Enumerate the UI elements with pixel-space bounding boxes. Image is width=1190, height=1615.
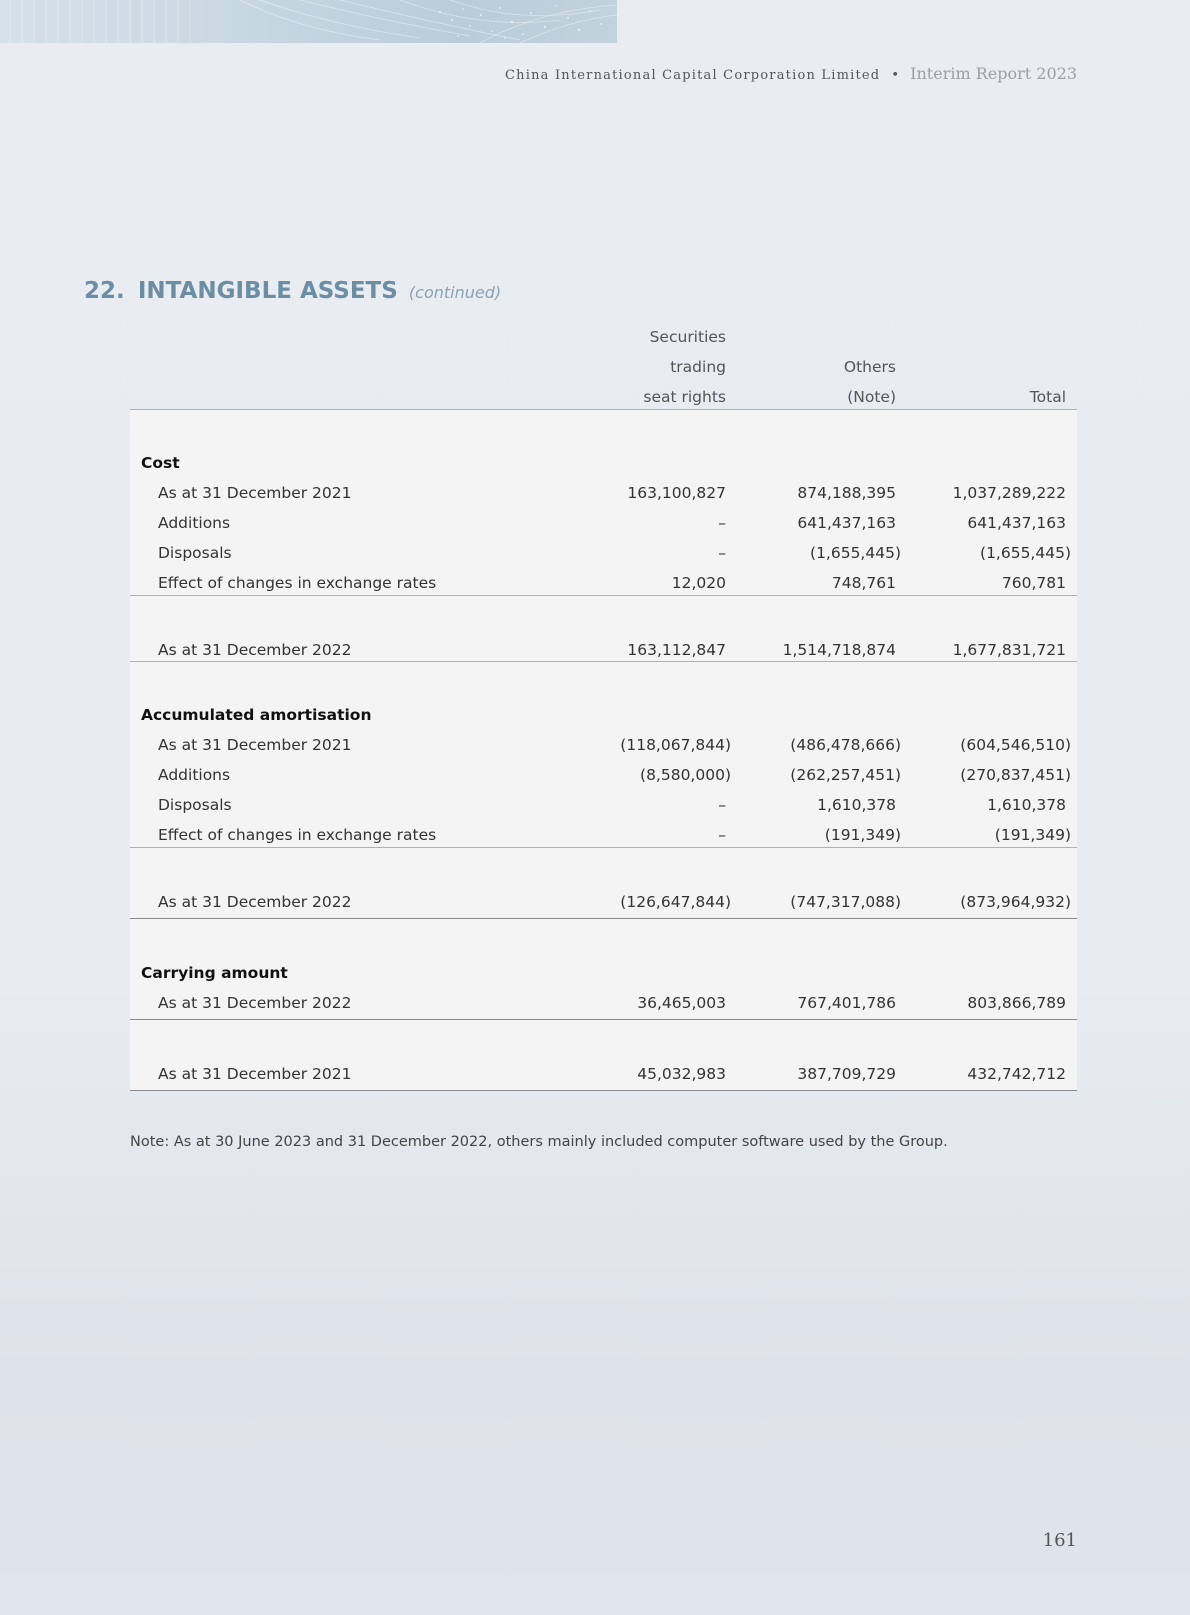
table-cell: – [718, 796, 726, 814]
col-header-securities-2: trading [670, 358, 726, 376]
table-cell: (1,655,445) [980, 544, 1071, 562]
amortisation-heading: Accumulated amortisation [141, 706, 372, 724]
table-cell: 874,188,395 [797, 484, 896, 502]
table-cell: 163,112,847 [627, 641, 726, 659]
company-name: China International Capital Corporation Limited [505, 68, 881, 83]
table-row-label: Additions [158, 514, 231, 532]
col-header-securities-1: Securities [649, 328, 726, 346]
table-row-label: As at 31 December 2022 [158, 893, 352, 911]
table-cell: (486,478,666) [790, 736, 901, 754]
page-number: 161 [1042, 1530, 1077, 1551]
table-cell: 163,100,827 [627, 484, 726, 502]
table-cell: (126,647,844) [620, 893, 731, 911]
table-cell: 45,032,983 [637, 1065, 726, 1083]
table-row-label: As at 31 December 2021 [158, 484, 352, 502]
header-bullet: • [891, 68, 900, 83]
carrying-heading: Carrying amount [141, 964, 288, 982]
section-title [84, 278, 501, 304]
table-cell: (262,257,451) [790, 766, 901, 784]
table-cell: 1,610,378 [987, 796, 1066, 814]
table-row-label: As at 31 December 2021 [158, 736, 352, 754]
table-cell: (270,837,451) [960, 766, 1071, 784]
table-cell: – [718, 826, 726, 844]
table-row-label: Disposals [158, 544, 232, 562]
section-heading: INTANGIBLE ASSETS [137, 278, 398, 304]
section-number: 22. [84, 278, 125, 304]
col-header-others-1: Others [843, 358, 896, 376]
table-cell: (1,655,445) [810, 544, 901, 562]
subtotal-rule [130, 595, 1077, 596]
footnote: Note: As at 30 June 2023 and 31 December 2022, others mainly included computer software used by the Group. [130, 1134, 948, 1150]
total-rule [130, 918, 1077, 919]
table-cell: 1,037,289,222 [952, 484, 1066, 502]
table-cell: 803,866,789 [967, 994, 1066, 1012]
total-rule [130, 661, 1077, 662]
header-banner-image [0, 0, 617, 43]
table-cell: 1,677,831,721 [952, 641, 1066, 659]
col-header-others-2: (Note) [847, 388, 896, 406]
table-row-label: Effect of changes in exchange rates [158, 826, 437, 844]
table-bottom-rule [130, 1090, 1077, 1091]
table-cell: (191,349) [994, 826, 1071, 844]
table-cell: 12,020 [671, 574, 726, 592]
report-name: Interim Report 2023 [910, 64, 1077, 83]
col-header-total: Total [1029, 388, 1066, 406]
table-cell: (118,067,844) [620, 736, 731, 754]
table-row-label: Additions [158, 766, 231, 784]
table-cell: 1,610,378 [817, 796, 896, 814]
table-cell: 641,437,163 [967, 514, 1066, 532]
header-rule [130, 409, 1077, 410]
table-cell: (8,580,000) [640, 766, 731, 784]
table-cell: 748,761 [831, 574, 896, 592]
table-cell: (873,964,932) [960, 893, 1071, 911]
table-cell: 36,465,003 [637, 994, 726, 1012]
table-row-label: As at 31 December 2021 [158, 1065, 352, 1083]
running-header [505, 64, 1077, 83]
table-cell: 767,401,786 [797, 994, 896, 1012]
table-row-label: As at 31 December 2022 [158, 641, 352, 659]
subtotal-rule [130, 847, 1077, 848]
table-cell: (604,546,510) [960, 736, 1071, 754]
table-cell: – [718, 544, 726, 562]
carrying-rule [130, 1019, 1077, 1020]
table-row-label: Disposals [158, 796, 232, 814]
col-header-securities-3: seat rights [643, 388, 726, 406]
table-cell: 432,742,712 [967, 1065, 1066, 1083]
table-cell: 760,781 [1001, 574, 1066, 592]
table-cell: 387,709,729 [797, 1065, 896, 1083]
table-cell: (747,317,088) [790, 893, 901, 911]
table-cell: 1,514,718,874 [782, 641, 896, 659]
section-continued: (continued) [408, 283, 502, 302]
cost-heading: Cost [141, 454, 180, 472]
banner-wave-pattern [0, 0, 617, 43]
table-row-label: Effect of changes in exchange rates [158, 574, 437, 592]
table-cell: 641,437,163 [797, 514, 896, 532]
table-row-label: As at 31 December 2022 [158, 994, 352, 1012]
table-cell: (191,349) [824, 826, 901, 844]
table-cell: – [718, 514, 726, 532]
